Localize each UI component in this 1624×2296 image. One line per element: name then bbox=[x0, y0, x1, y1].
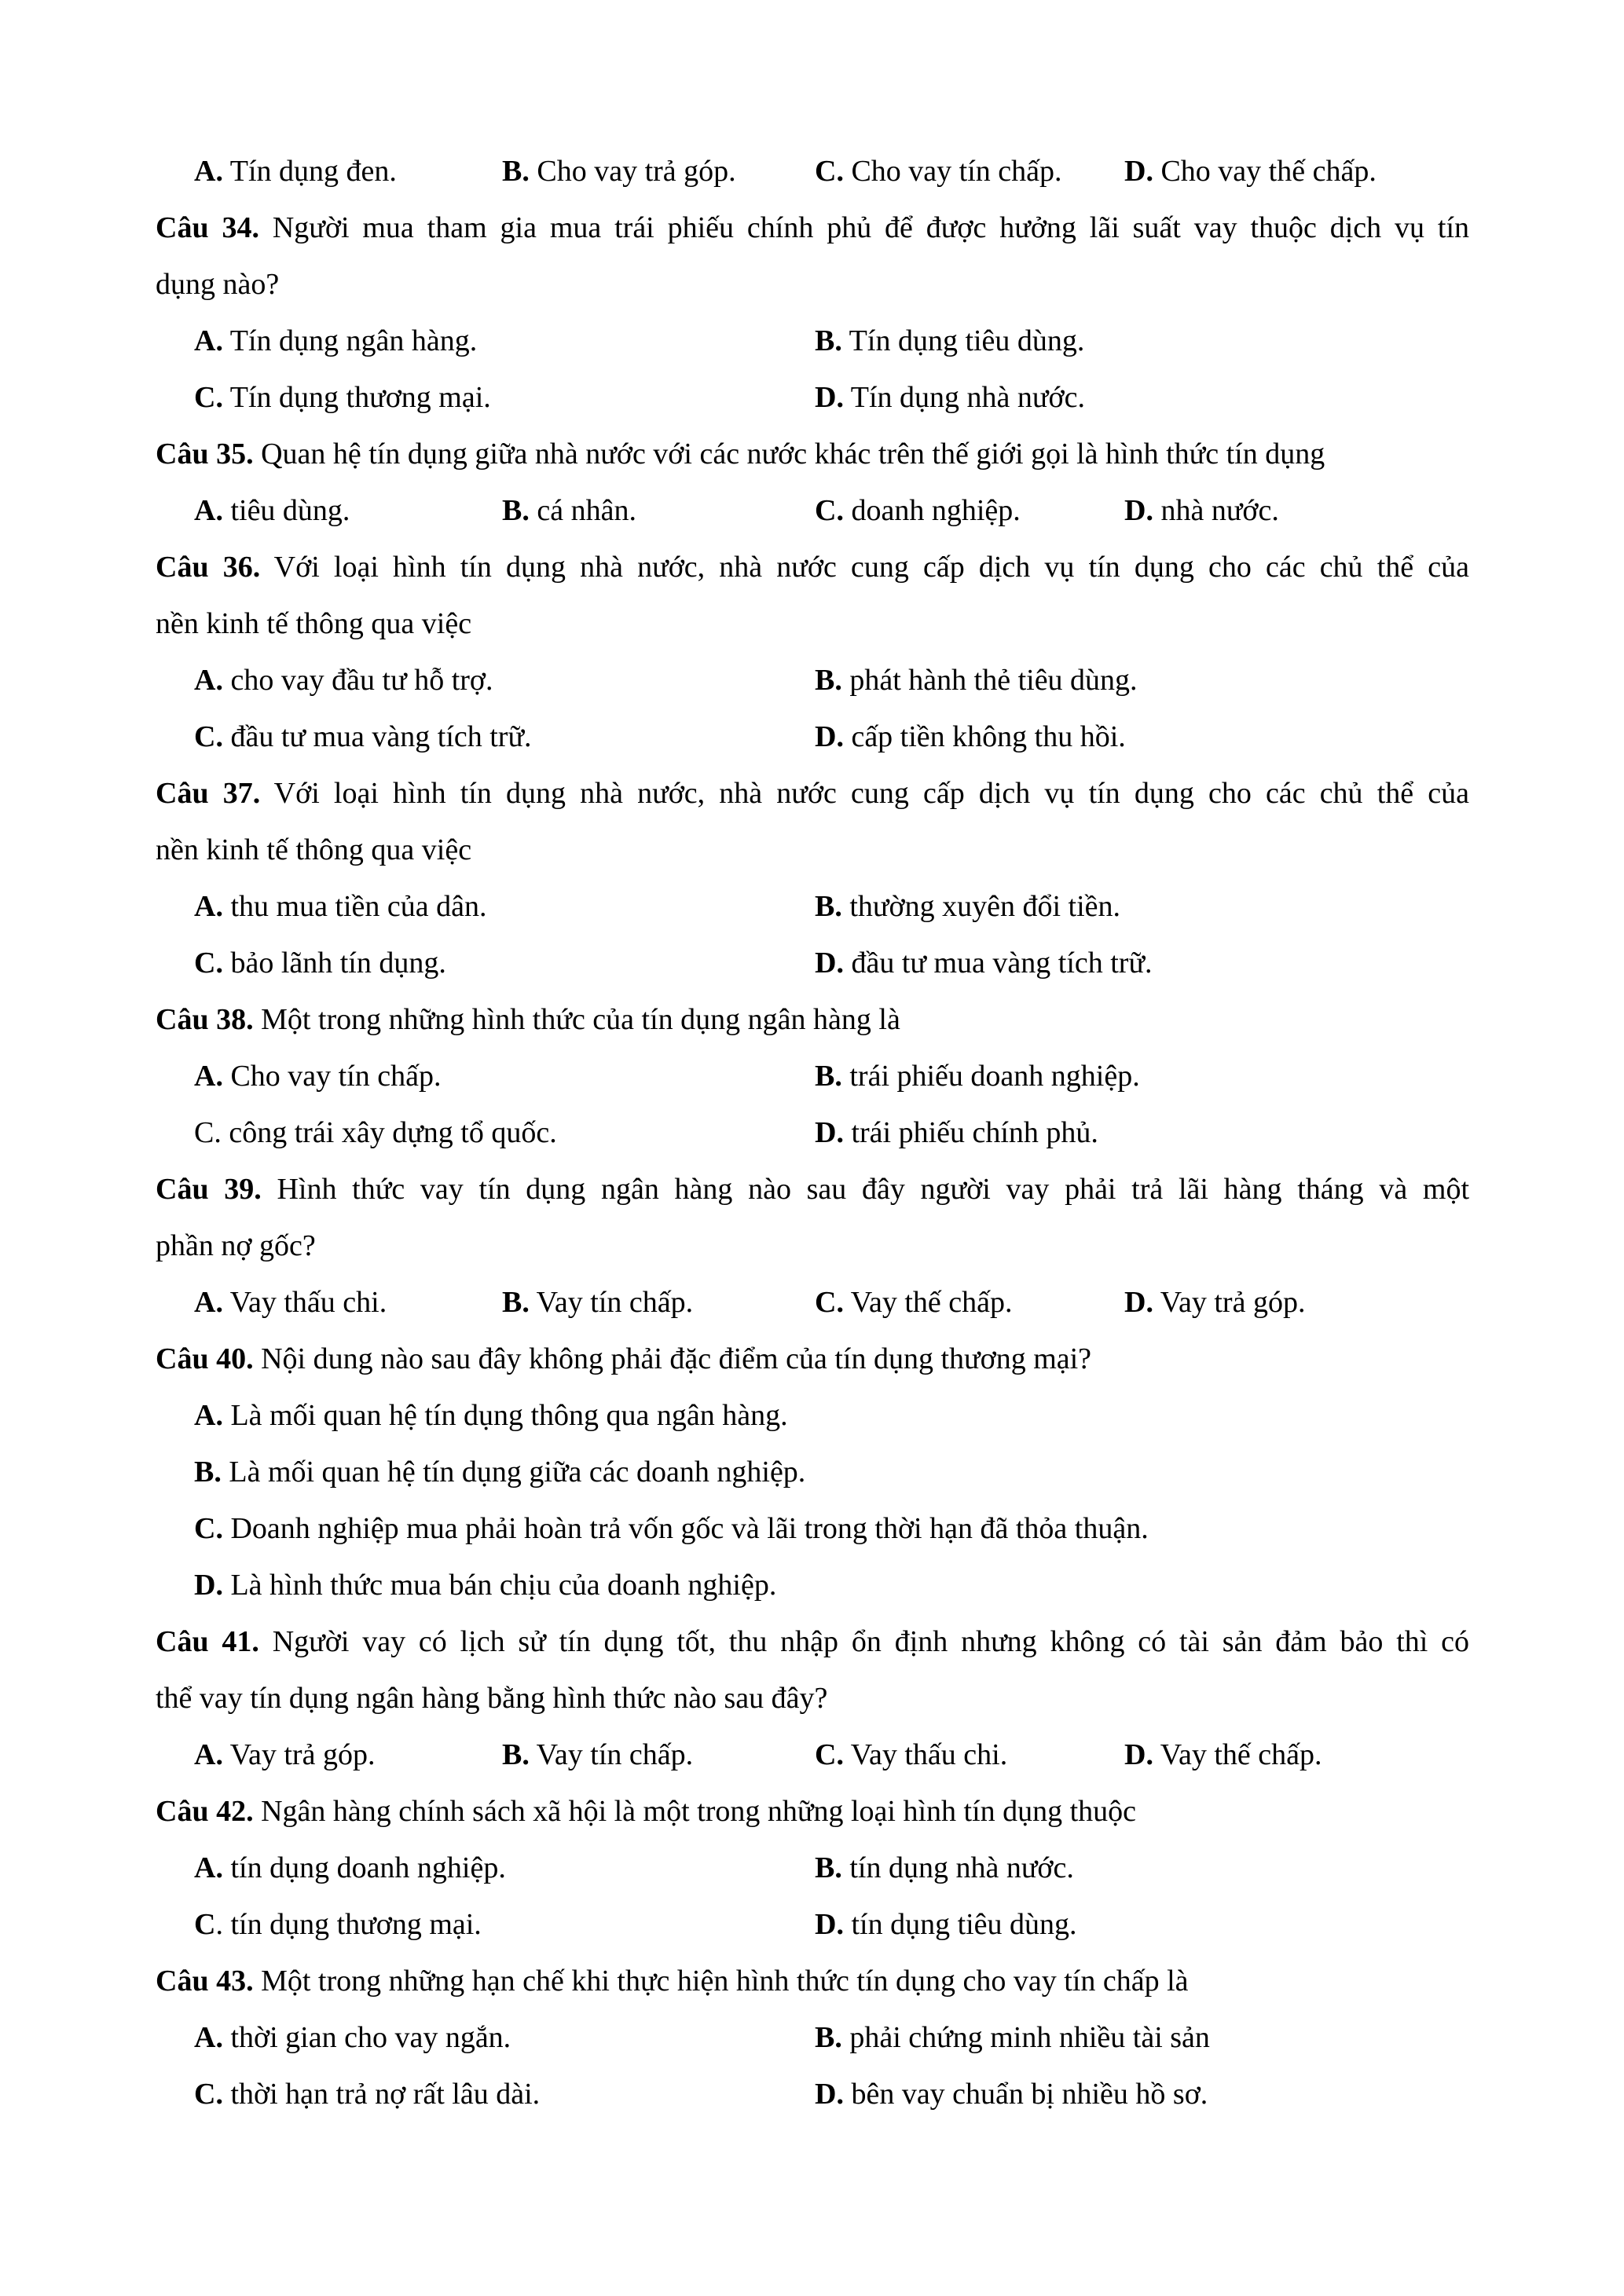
option-text: Vay trả góp. bbox=[1153, 1286, 1306, 1319]
q36-stem-line2: nền kinh tế thông qua việc bbox=[156, 607, 472, 640]
option-letter: B. bbox=[815, 1851, 842, 1884]
q40-option-d bbox=[194, 1568, 776, 1602]
question-label: Câu 35. bbox=[156, 438, 254, 471]
question-text: Quan hệ tín dụng giữa nhà nước với các nước khác trên thế giới gọi là hình thức tín dụng bbox=[253, 438, 1325, 471]
option-letter: D. bbox=[815, 1908, 844, 1941]
q39-option-c bbox=[815, 1285, 1013, 1320]
option-text: Là hình thức mua bán chịu của doanh nghiệp. bbox=[222, 1569, 777, 1602]
option-text: Cho vay tín chấp. bbox=[222, 1060, 442, 1093]
option-text: thường xuyên đổi tiền. bbox=[841, 890, 1121, 923]
question-label: Câu 36. bbox=[156, 551, 261, 584]
question-label: Câu 39. bbox=[156, 1173, 262, 1206]
q43-option-d bbox=[815, 2077, 1208, 2111]
option-letter: B. bbox=[815, 324, 842, 357]
option-letter: A. bbox=[194, 890, 223, 923]
q38-option-b bbox=[815, 1059, 1140, 1093]
option-letter: D. bbox=[815, 1116, 844, 1149]
question-text: Người mua tham gia mua trái phiếu chính phủ để được hưởng lãi suất vay thuộc dịch vụ tín bbox=[258, 211, 1470, 244]
option-letter: A. bbox=[194, 155, 223, 188]
option-text: tín dụng tiêu dùng. bbox=[843, 1908, 1077, 1941]
option-text: Tín dụng thương mại. bbox=[222, 381, 491, 414]
question-text: Một trong những hình thức của tín dụng ngân hàng là bbox=[253, 1003, 900, 1036]
question-label: Câu 42. bbox=[156, 1795, 254, 1828]
q37-option-a bbox=[194, 889, 487, 924]
q43-option-a bbox=[194, 2020, 511, 2055]
option-letter: D. bbox=[815, 2078, 844, 2111]
question-label: Câu 38. bbox=[156, 1003, 254, 1036]
option-text: Cho vay tín chấp. bbox=[843, 155, 1062, 188]
q42-option-d bbox=[815, 1907, 1077, 1942]
option-text: cấp tiền không thu hồi. bbox=[843, 720, 1126, 753]
q33-option-b bbox=[502, 154, 736, 189]
option-text: tiêu dùng. bbox=[222, 494, 350, 527]
q34-stem-line1 bbox=[156, 211, 1469, 245]
q34-option-d bbox=[815, 380, 1085, 415]
q36-option-a bbox=[194, 663, 493, 698]
option-text: thời gian cho vay ngắn. bbox=[222, 2021, 511, 2054]
option-text: Vay thấu chi. bbox=[222, 1286, 387, 1319]
question-label: Câu 37. bbox=[156, 777, 261, 810]
option-letter: B. bbox=[502, 155, 530, 188]
option-text: Doanh nghiệp mua phải hoàn trả vốn gốc và lãi trong thời hạn đã thỏa thuận. bbox=[222, 1512, 1149, 1545]
q39-option-b bbox=[502, 1285, 693, 1320]
option-letter: C. bbox=[194, 720, 223, 753]
option-text: phải chứng minh nhiều tài sản bbox=[841, 2021, 1210, 2054]
q36-option-c bbox=[194, 720, 532, 754]
question-label: Câu 40. bbox=[156, 1342, 254, 1375]
option-letter: B. bbox=[502, 1286, 530, 1319]
q39-option-a bbox=[194, 1285, 387, 1320]
option-letter: D. bbox=[815, 381, 844, 414]
option-text: cá nhân. bbox=[529, 494, 636, 527]
q41-option-c bbox=[815, 1738, 1007, 1772]
option-text: tín dụng nhà nước. bbox=[841, 1851, 1074, 1884]
option-text: Tín dụng đen. bbox=[222, 155, 397, 188]
option-letter: C. bbox=[815, 1286, 844, 1319]
q35-option-a bbox=[194, 493, 350, 528]
q38-option-d bbox=[815, 1115, 1098, 1150]
option-text: Là mối quan hệ tín dụng giữa các doanh nghiệp. bbox=[221, 1456, 806, 1489]
question-text: Người vay có lịch sử tín dụng tốt, thu nhập ổn định nhưng không có tài sản đảm bảo thì có bbox=[258, 1625, 1470, 1658]
q40-stem-line1 bbox=[156, 1342, 1091, 1376]
option-text: tín dụng doanh nghiệp. bbox=[222, 1851, 506, 1884]
option-text: Là mối quan hệ tín dụng thông qua ngân hàng. bbox=[222, 1399, 788, 1432]
option-text: Vay trả góp. bbox=[222, 1738, 376, 1771]
option-letter: C. bbox=[194, 2078, 223, 2111]
q40-option-c bbox=[194, 1511, 1149, 1546]
option-text: Vay thế chấp. bbox=[843, 1286, 1013, 1319]
q43-option-c bbox=[194, 2077, 540, 2111]
question-label: Câu 41. bbox=[156, 1625, 259, 1658]
option-text: Vay tín chấp. bbox=[529, 1738, 694, 1771]
q42-option-b bbox=[815, 1851, 1074, 1885]
question-text: Với loại hình tín dụng nhà nước, nhà nước cung cấp dịch vụ tín dụng cho các chủ thể của bbox=[260, 551, 1469, 584]
q37-option-b bbox=[815, 889, 1120, 924]
option-letter: C. bbox=[815, 494, 844, 527]
option-letter: A. bbox=[194, 1851, 223, 1884]
option-letter: B. bbox=[194, 1456, 222, 1489]
q41-option-a bbox=[194, 1738, 375, 1772]
q42-option-c bbox=[194, 1907, 482, 1942]
option-text: Vay thế chấp. bbox=[1153, 1738, 1322, 1771]
option-letter: A. bbox=[194, 324, 223, 357]
option-text: đầu tư mua vàng tích trữ. bbox=[843, 947, 1153, 980]
option-text: Cho vay trả góp. bbox=[529, 155, 736, 188]
option-letter: D. bbox=[815, 720, 844, 753]
option-letter: A. bbox=[194, 2021, 223, 2054]
q35-option-b bbox=[502, 493, 636, 528]
q34-option-c bbox=[194, 380, 491, 415]
option-text: Tín dụng ngân hàng. bbox=[222, 324, 478, 357]
q36-option-b bbox=[815, 663, 1138, 698]
option-letter: A. bbox=[194, 1738, 223, 1771]
question-text: Một trong những hạn chế khi thực hiện hình thức tín dụng cho vay tín chấp là bbox=[253, 1965, 1189, 1998]
option-letter: C. bbox=[194, 1512, 223, 1545]
q40-option-b bbox=[194, 1455, 805, 1489]
question-label: Câu 43. bbox=[156, 1965, 254, 1998]
option-letter: B. bbox=[502, 1738, 530, 1771]
option-text: bảo lãnh tín dụng. bbox=[222, 947, 446, 980]
q38-option-c bbox=[194, 1115, 557, 1150]
option-letter: A. bbox=[194, 1399, 223, 1432]
option-letter: A. bbox=[194, 1286, 223, 1319]
q39-stem-line2: phần nợ gốc? bbox=[156, 1229, 316, 1262]
q36-stem-line1 bbox=[156, 550, 1469, 584]
q38-stem-line1 bbox=[156, 1002, 900, 1037]
question-text: Với loại hình tín dụng nhà nước, nhà nước cung cấp dịch vụ tín dụng cho các chủ thể của bbox=[260, 777, 1469, 810]
q42-stem-line1 bbox=[156, 1794, 1136, 1829]
option-letter: C. bbox=[815, 155, 844, 188]
option-letter: D. bbox=[1124, 494, 1153, 527]
option-text: Tín dụng nhà nước. bbox=[843, 381, 1085, 414]
option-text: . tín dụng thương mại. bbox=[215, 1908, 482, 1941]
option-text: Vay tín chấp. bbox=[529, 1286, 694, 1319]
option-letter: C. bbox=[194, 947, 223, 980]
option-letter: B. bbox=[502, 494, 530, 527]
q35-option-c bbox=[815, 493, 1021, 528]
option-letter: D. bbox=[1124, 155, 1153, 188]
option-text: Vay thấu chi. bbox=[843, 1738, 1008, 1771]
q41-stem-line1 bbox=[156, 1624, 1469, 1659]
q37-stem-line2: nền kinh tế thông qua việc bbox=[156, 833, 472, 866]
option-text: trái phiếu chính phủ. bbox=[843, 1116, 1098, 1149]
q33-option-c bbox=[815, 154, 1062, 189]
option-text: thu mua tiền của dân. bbox=[222, 890, 487, 923]
option-letter: D. bbox=[194, 1569, 223, 1602]
option-text: trái phiếu doanh nghiệp. bbox=[841, 1060, 1140, 1093]
option-letter: B. bbox=[815, 1060, 842, 1093]
option-letter: B. bbox=[815, 890, 842, 923]
option-letter: B. bbox=[815, 664, 842, 697]
question-label: Câu 34. bbox=[156, 211, 259, 244]
option-letter: C. bbox=[194, 381, 223, 414]
option-letter: B. bbox=[815, 2021, 842, 2054]
option-text: cho vay đầu tư hỗ trợ. bbox=[222, 664, 493, 697]
q33-option-d bbox=[1124, 154, 1377, 189]
q41-option-d bbox=[1124, 1738, 1322, 1772]
q38-option-a bbox=[194, 1059, 442, 1093]
option-text: Cho vay thế chấp. bbox=[1153, 155, 1377, 188]
question-text: Nội dung nào sau đây không phải đặc điểm của tín dụng thương mại? bbox=[253, 1342, 1092, 1375]
option-letter: C bbox=[194, 1908, 216, 1941]
q35-stem-line1 bbox=[156, 437, 1325, 471]
question-text: Hình thức vay tín dụng ngân hàng nào sau đây người vay phải trả lãi hàng tháng và một bbox=[261, 1173, 1469, 1206]
q37-option-d bbox=[815, 946, 1153, 980]
q43-stem-line1 bbox=[156, 1964, 1189, 1998]
option-text: bên vay chuẩn bị nhiều hồ sơ. bbox=[843, 2078, 1208, 2111]
option-text: C. công trái xây dựng tổ quốc. bbox=[194, 1116, 557, 1149]
option-letter: C. bbox=[815, 1738, 844, 1771]
q42-option-a bbox=[194, 1851, 506, 1885]
q33-option-a bbox=[194, 154, 397, 189]
option-letter: D. bbox=[815, 947, 844, 980]
option-letter: D. bbox=[1124, 1738, 1153, 1771]
question-text: Ngân hàng chính sách xã hội là một trong những loại hình tín dụng thuộc bbox=[253, 1795, 1137, 1828]
q34-option-a bbox=[194, 324, 477, 358]
q40-option-a bbox=[194, 1398, 788, 1433]
q41-stem-line2: thể vay tín dụng ngân hàng bằng hình thức nào sau đây? bbox=[156, 1682, 828, 1715]
option-letter: A. bbox=[194, 664, 223, 697]
option-letter: D. bbox=[1124, 1286, 1153, 1319]
q37-option-c bbox=[194, 946, 446, 980]
option-text: phát hành thẻ tiêu dùng. bbox=[841, 664, 1138, 697]
q39-option-d bbox=[1124, 1285, 1305, 1320]
q37-stem-line1 bbox=[156, 776, 1469, 811]
q43-option-b bbox=[815, 2020, 1210, 2055]
q34-option-b bbox=[815, 324, 1084, 358]
option-text: Tín dụng tiêu dùng. bbox=[841, 324, 1085, 357]
option-text: doanh nghiệp. bbox=[843, 494, 1021, 527]
q41-option-b bbox=[502, 1738, 693, 1772]
option-text: đầu tư mua vàng tích trữ. bbox=[222, 720, 532, 753]
option-text: thời hạn trả nợ rất lâu dài. bbox=[222, 2078, 541, 2111]
q39-stem-line1 bbox=[156, 1172, 1469, 1207]
q36-option-d bbox=[815, 720, 1126, 754]
option-letter: A. bbox=[194, 494, 223, 527]
q34-stem-line2: dụng nào? bbox=[156, 268, 280, 301]
option-text: nhà nước. bbox=[1153, 494, 1279, 527]
option-letter: A. bbox=[194, 1060, 223, 1093]
q35-option-d bbox=[1124, 493, 1279, 528]
